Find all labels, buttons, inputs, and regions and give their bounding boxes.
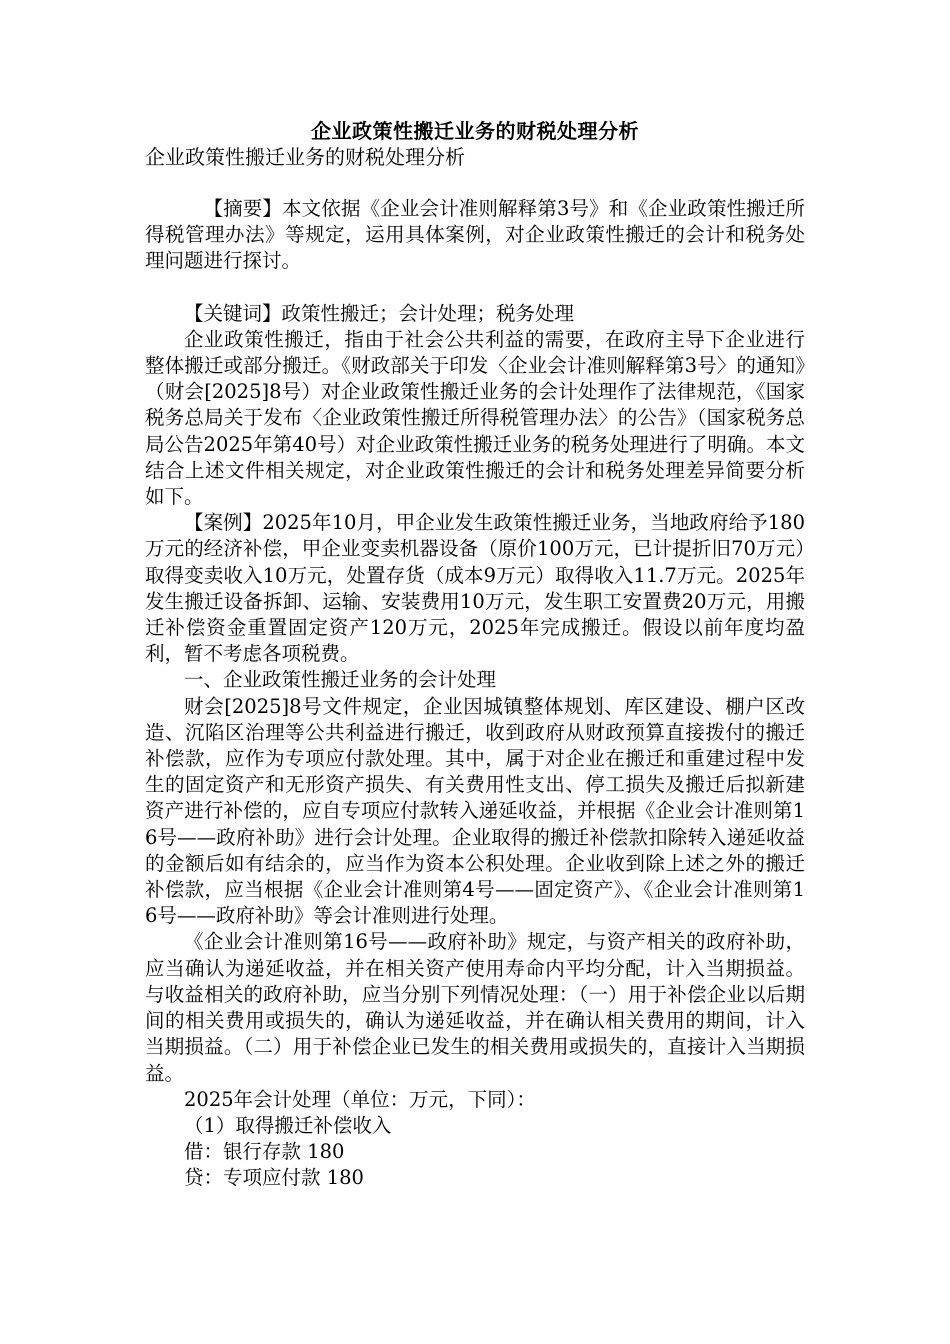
section-paragraph: 财会[2025]8号文件规定，企业因城镇整体规划、库区建设、棚户区改造、沉陷区治理等公共利益进行搬迁，收到政府从财政预算直接拨付的搬迁补偿款，应作为专项应付款处理。其中，属于对企业在搬迁和重建过程中发生的固定资产和无形资产损失、有关费用性支出、停工损失及搬迁后拟新建资产进行补偿的，应自专项应付款转入递延收益，并根据《企业会计准则第16号——政府补助》进行会计处理。企业取得的搬迁补偿款扣除转入递延收益的金额后如有结余的，应当作为资本公积处理。企业收到除上述之外的搬迁补偿款，应当根据《企业会计准则第4号——固定资产》、《企业会计准则第16号——政府补助》等会计准则进行处理。	[145, 694, 805, 928]
abstract-paragraph: 【摘要】本文依据《企业会计准则解释第3号》和《企业政策性搬迁所得税管理办法》等规定，运用具体案例，对企业政策性搬迁的会计和税务处理问题进行探讨。	[145, 197, 805, 273]
journal-entry-debit: 借：银行存款 180	[184, 1140, 345, 1164]
journal-entry-label: （1）取得搬迁补偿收入	[184, 1113, 392, 1137]
document-page	[145, 118, 805, 1192]
journal-entry-credit: 贷：专项应付款 180	[184, 1166, 364, 1190]
case-paragraph: 【案例】2025年10月，甲企业发生政策性搬迁业务，当地政府给予180万元的经济补偿，甲企业变卖机器设备（原价100万元，已计提折旧70万元）取得变卖收入10万元，处置存货（成本9万元）取得收入11.7万元。2025年发生搬迁设备拆卸、运输、安装费用10万元，发生职工安置费20万元，用搬迁补偿资金重置固定资产120万元，2025年完成搬迁。假设以前年度均盈利，暂不考虑各项税费。	[145, 511, 805, 666]
document-title: 企业政策性搬迁业务的财税处理分析	[311, 119, 639, 143]
document-subtitle: 企业政策性搬迁业务的财税处理分析	[145, 145, 465, 169]
accounting-intro: 2025年会计处理（单位：万元，下同）：	[184, 1087, 536, 1111]
section-heading: 一、企业政策性搬迁业务的会计处理	[184, 668, 497, 692]
keywords-paragraph: 【关键词】政策性搬迁；会计处理；税务处理	[184, 301, 575, 325]
section-paragraph: 《企业会计准则第16号——政府补助》规定，与资产相关的政府补助，应当确认为递延收益，并在相关资产使用寿命内平均分配，计入当期损益。与收益相关的政府补助，应当分别下列情况处理：（一）用于补偿企业以后期间的相关费用或损失的，确认为递延收益，并在确认相关费用的期间，计入当期损益。（二）用于补偿企业已发生的相关费用或损失的，直接计入当期损益。	[145, 930, 805, 1085]
intro-paragraph: 企业政策性搬迁，指由于社会公共利益的需要，在政府主导下企业进行整体搬迁或部分搬迁。《财政部关于印发〈企业会计准则解释第3号〉的通知》（财会[2025]8号）对企业政策性搬迁业务的会计处理作了法律规范，《国家税务总局关于发布〈企业政策性搬迁所得税管理办法〉的公告》（国家税务总局公告2025年第40号）对企业政策性搬迁业务的税务处理进行了明确。本文结合上述文件相关规定，对企业政策性搬迁的会计和税务处理差异简要分析如下。	[145, 327, 805, 509]
